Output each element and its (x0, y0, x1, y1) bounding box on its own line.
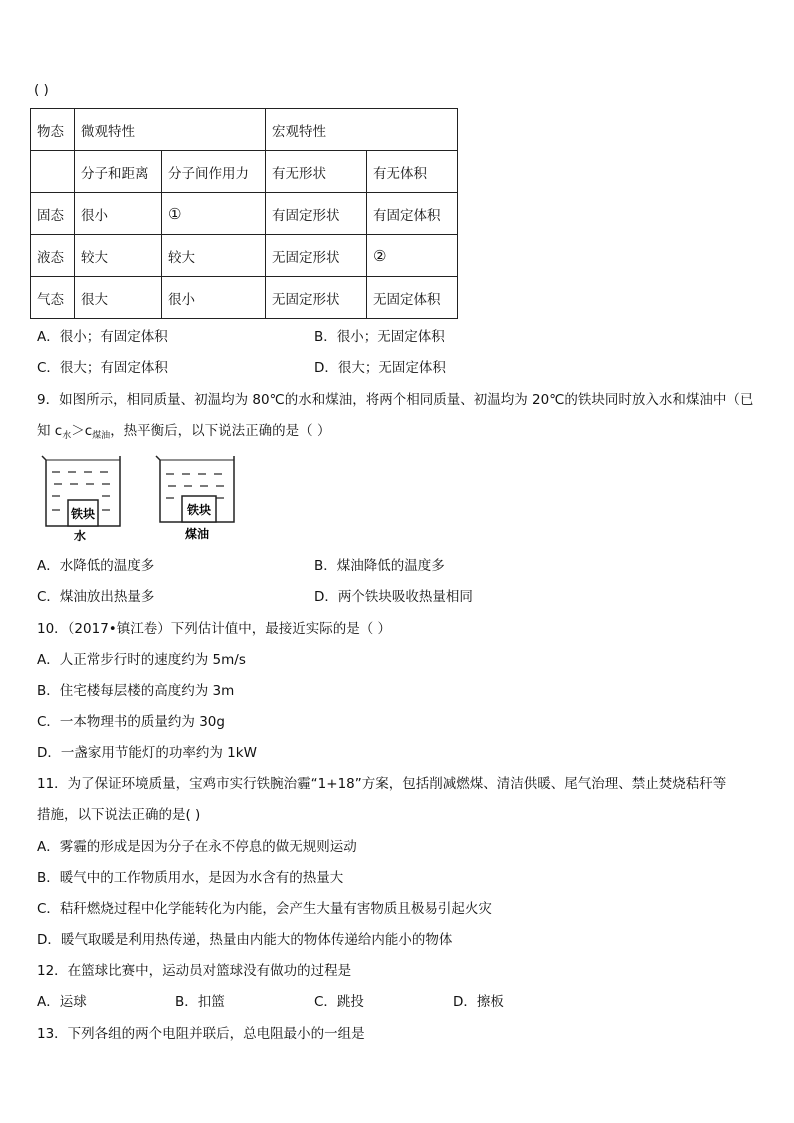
table-cell: 无固定体积 (367, 277, 458, 319)
q9-stem-line1: 9．如图所示，相同质量、初温均为 80℃的水和煤油，将两个相同质量、初温均为 20℃的铁块同时放入水和煤油中（已 (37, 392, 754, 408)
q9-option-c[interactable]: C．煤油放出热量多 (37, 589, 155, 605)
q11-option-d[interactable]: D．暖气取暖是利用热传递，热量由内能大的物体传递给内能小的物体 (37, 932, 453, 948)
table-cell: 微观特性 (75, 109, 266, 151)
table-cell: 无固定形状 (266, 235, 367, 277)
table-cell: 很大 (75, 277, 162, 319)
q11-option-b[interactable]: B．暖气中的工作物质用水，是因为水含有的热量大 (37, 870, 344, 886)
table-cell: 很小 (75, 193, 162, 235)
table-cell: 有无体积 (367, 151, 458, 193)
table-cell: 分子间作用力 (162, 151, 266, 193)
table-cell: 液态 (31, 235, 75, 277)
table-cell: 固态 (31, 193, 75, 235)
q8-option-d[interactable]: D．很大；无固定体积 (314, 360, 446, 376)
kerosene-label: 煤油 (184, 527, 210, 541)
table-row (31, 109, 458, 151)
water-beaker (42, 456, 120, 526)
q12-option-c[interactable]: C．跳投 (314, 994, 364, 1010)
table-cell: 有固定体积 (367, 193, 458, 235)
states-of-matter-table (30, 108, 458, 319)
q8-option-a[interactable]: A．很小；有固定体积 (37, 329, 168, 345)
table-cell: ① (162, 193, 266, 235)
kerosene-beaker (156, 456, 234, 522)
q9-option-d[interactable]: D．两个铁块吸收热量相同 (314, 589, 473, 605)
q9-stem-line2 (37, 422, 330, 445)
table-cell: 宏观特性 (266, 109, 458, 151)
table-row (31, 235, 458, 277)
q11-stem-line2: 措施，以下说法正确的是( ) (37, 807, 201, 823)
table-row (31, 151, 458, 193)
table-cell: ② (367, 235, 458, 277)
table-cell: 无固定形状 (266, 277, 367, 319)
table-cell: 物态 (31, 109, 75, 151)
table-cell: 较大 (75, 235, 162, 277)
q10-option-d[interactable]: D．一盏家用节能灯的功率约为 1kW (37, 745, 257, 761)
table-cell: 很小 (162, 277, 266, 319)
table-row (31, 193, 458, 235)
q9-stem-post: ，热平衡后，以下说法正确的是（ ） (110, 423, 331, 439)
q8-option-c[interactable]: C．很大；有固定体积 (37, 360, 168, 376)
table-row (31, 277, 458, 319)
iron-block-label: 铁块 (186, 503, 212, 517)
water-label: 水 (73, 529, 87, 543)
q10-stem: 10．（2017•镇江卷）下列估计值中，最接近实际的是（ ） (37, 621, 392, 637)
table-cell: 气态 (31, 277, 75, 319)
table-cell: 分子和距离 (75, 151, 162, 193)
q10-option-c[interactable]: C．一本物理书的质量约为 30g (37, 714, 225, 730)
table-cell: 有固定形状 (266, 193, 367, 235)
q9-option-a[interactable]: A．水降低的温度多 (37, 558, 155, 574)
q12-option-b[interactable]: B．扣篮 (175, 994, 225, 1010)
q11-option-c[interactable]: C．秸秆燃烧过程中化学能转化为内能，会产生大量有害物质且极易引起火灾 (37, 901, 492, 917)
table-cell: 有无形状 (266, 151, 367, 193)
q8-option-b[interactable]: B．很小；无固定体积 (314, 329, 445, 345)
iron-block-label: 铁块 (70, 507, 96, 521)
q10-option-a[interactable]: A．人正常步行时的速度约为 5m/s (37, 652, 246, 668)
q11-option-a[interactable]: A．雾霾的形成是因为分子在永不停息的做无规则运动 (37, 839, 357, 855)
q11-stem-line1: 11．为了保证环境质量，宝鸡市实行铁腕治霾“1+18”方案，包括削减燃煤、清洁供暖、尾气治理、禁止焚烧秸秆等 (37, 776, 727, 792)
q8-answer-bracket: ( ) (34, 82, 49, 98)
q9-option-b[interactable]: B．煤油降低的温度多 (314, 558, 445, 574)
table-cell (31, 151, 75, 193)
table-cell: 较大 (162, 235, 266, 277)
q12-option-d[interactable]: D．擦板 (453, 994, 504, 1010)
q9-gt: ＞c (71, 423, 93, 439)
q10-option-b[interactable]: B．住宅楼每层楼的高度约为 3m (37, 683, 235, 699)
q9-stem-pre: 知 c (37, 423, 63, 439)
beakers-figure (40, 452, 240, 544)
q13-stem: 13．下列各组的两个电阻并联后，总电阻最小的一组是 (37, 1026, 365, 1042)
q12-option-a[interactable]: A．运球 (37, 994, 87, 1010)
q12-stem: 12．在篮球比赛中，运动员对篮球没有做功的过程是 (37, 963, 352, 979)
q9-sub-kerosene: 煤油 (92, 431, 111, 441)
q9-sub-water: 水 (62, 431, 72, 441)
